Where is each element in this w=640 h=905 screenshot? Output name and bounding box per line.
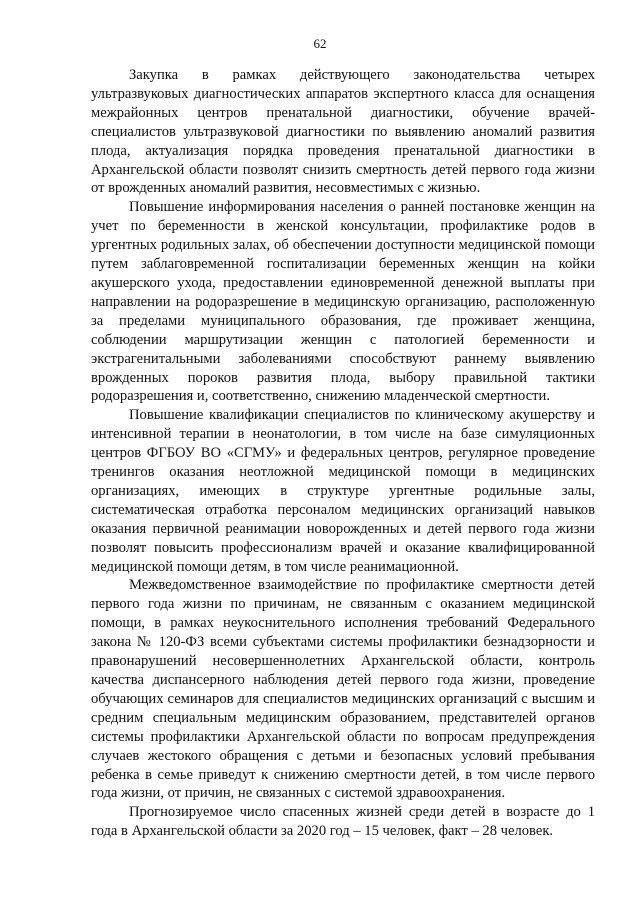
paragraph-interagency-cooperation: Межведомственное взаимодействие по профилактике смертности детей первого года жизни по причинам, не связанным с оказанием медицинской помощи, в рамках неукоснительного исполнения требований Федерального закона № 120-ФЗ всеми субъектами системы профилактики безнадзорности и правонарушений несовершеннолетних Архангельской области, контроль качества диспансерного наблюдения детей первого года жизни, проведение обучающих семинаров для специалистов медицинских организаций с высшим и средним специальным медицинским образованием, представителей органов системы профилактики Архангельской области по вопросам предупреждения случаев жестокого обращения с детьми и безопасных условий пребывания ребенка в семье приведут к снижению смертности детей, в том числе первого года жизни, от причин, не связанных с системой здравоохранения.	[91, 577, 595, 802]
document-body	[91, 66, 595, 841]
page-number: 62	[313, 36, 327, 51]
paragraph-population-awareness: Повышение информирования населения о ранней постановке женщин на учет по беременности в женской консультации, профилактике родов в ургентных родильных залах, об обеспечении доступности медицинской помощи путем заблаговременной госпитализации беременных женщин на койки акушерского ухода, предоставлении единовременной денежной выплаты при направлении на родоразрешение в медицинскую организацию, расположенную за пределами муниципального образования, где проживает женщина, соблюдении маршрутизации женщин с патологией беременности и экстрагенитальными заболеваниями способствуют раннему выявлению врожденных пороков развития плода, выбору правильной тактики родоразрешения и, соответственно, снижению младенческой смертности.	[91, 199, 595, 405]
paragraph-forecast-saved-lives: Прогнозируемое число спасенных жизней среди детей в возрасте до 1 года в Архангельской области за 2020 год – 15 человек, факт – 28 человек.	[91, 804, 595, 840]
paragraph-ultrasound-equipment: Закупка в рамках действующего законодательства четырех ультразвуковых диагностических аппаратов экспертного класса для оснащения межрайонных центров пренатальной диагностики, обучение врачей-специалистов ультразвуковой диагностики по выявлению аномалий развития плода, актуализация порядка проведения пренатальной диагностики в Архангельской области позволят снизить смертность детей первого года жизни от врожденных аномалий развития, несовместимых с жизнью.	[91, 67, 595, 197]
paragraph-specialist-training: Повышение квалификации специалистов по клиническому акушерству и интенсивной терапии в неонатологии, в том числе на базе симуляционных центров ФГБОУ ВО «СГМУ» и федеральных центров, регулярное проведение тренингов оказания неотложной медицинской помощи в медицинских организациях, имеющих в структуре ургентные родильные залы, систематическая отработка персоналом медицинских организаций навыков оказания первичной реанимации новорожденных и детей первого года жизни позволят повысить профессионализм врачей и оказание квалифицированной медицинской помощи детям, в том числе реанимационной.	[91, 407, 595, 575]
